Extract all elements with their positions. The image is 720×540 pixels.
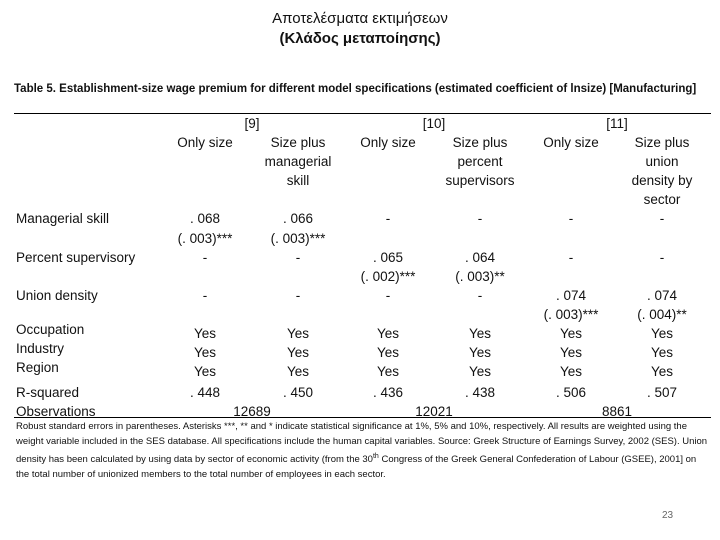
cell-r-squared: . 448 bbox=[189, 385, 221, 400]
row-label-percent-supervisory: Percent supervisory bbox=[16, 250, 136, 265]
cell-fixed-effects-col-3: Yes Yes Yes bbox=[376, 326, 400, 379]
cell-r-squared: . 438 bbox=[464, 385, 496, 400]
cell-percent-coef: - bbox=[659, 250, 665, 265]
cell-r-squared: . 507 bbox=[646, 385, 678, 400]
cell-percent-se: (. 003)** bbox=[455, 269, 505, 284]
group-header-9: [9] bbox=[244, 116, 260, 131]
col-header-percent-supervisors: Size plus percent supervisors bbox=[445, 135, 515, 188]
cell-percent-coef: - bbox=[202, 250, 208, 265]
cell-fixed-effects-col-1: Yes Yes Yes bbox=[193, 326, 217, 379]
col-header-only-size-11: Only size bbox=[543, 135, 599, 150]
cell-union-coef: - bbox=[385, 288, 391, 303]
group-header-10: [10] bbox=[422, 116, 446, 131]
cell-percent-coef: . 065 bbox=[372, 250, 404, 265]
cell-union-se: (. 003)*** bbox=[543, 307, 599, 322]
col-header-only-size-9: Only size bbox=[177, 135, 233, 150]
cell-managerial-coef: - bbox=[477, 211, 483, 226]
row-label-r-squared: R-squared bbox=[16, 385, 80, 400]
row-label-managerial-skill: Managerial skill bbox=[16, 211, 110, 226]
cell-percent-coef: . 064 bbox=[464, 250, 496, 265]
col-header-managerial-skill: Size plus managerial skill bbox=[264, 135, 332, 188]
slide-subtitle: (Κλάδος μεταποίησης) bbox=[279, 30, 441, 47]
cell-union-se: (. 004)** bbox=[637, 307, 687, 322]
cell-r-squared: . 506 bbox=[555, 385, 587, 400]
cell-managerial-coef: . 066 bbox=[282, 211, 314, 226]
cell-managerial-se: (. 003)*** bbox=[177, 231, 233, 246]
cell-managerial-coef: - bbox=[659, 211, 665, 226]
table-caption: Table 5. Establishment-size wage premium for different model specifications (estimated coefficient of lnsize) [Manufacturing] bbox=[14, 83, 697, 95]
table-notes: Robust standard errors in parentheses. Asterisks ***, ** and * indicate statistical significance at 1%, 5% and 10%, respectively. All results are weighted using the weight variable included in the SES database. All specifications include the human capital variables. Source: Greek Structure of Earnings Survey, 2002 (SES). Union density has been calculated by using data by sector of economic activity (from the 30th Congress of the Greek General Confederation of Labour (GSEE), 2001] on the total number of unionized members to the total number of employees in each sector. bbox=[16, 421, 708, 481]
cell-fixed-effects-col-5: Yes Yes Yes bbox=[559, 326, 583, 379]
cell-union-coef: - bbox=[295, 288, 301, 303]
cell-observations: 12021 bbox=[415, 404, 453, 419]
cell-percent-coef: - bbox=[295, 250, 301, 265]
col-header-union-density: Size plus union density by sector bbox=[631, 135, 693, 207]
cell-managerial-se: (. 003)*** bbox=[270, 231, 326, 246]
col-header-only-size-10: Only size bbox=[360, 135, 416, 150]
cell-managerial-coef: - bbox=[568, 211, 574, 226]
cell-percent-coef: - bbox=[568, 250, 574, 265]
cell-union-coef: . 074 bbox=[555, 288, 587, 303]
row-label-occupation: Occupation bbox=[16, 322, 85, 337]
cell-managerial-coef: - bbox=[385, 211, 391, 226]
cell-percent-se: (. 002)*** bbox=[360, 269, 416, 284]
row-label-region: Region bbox=[16, 360, 59, 375]
cell-observations: 12689 bbox=[233, 404, 271, 419]
cell-r-squared: . 450 bbox=[282, 385, 314, 400]
cell-fixed-effects-col-4: Yes Yes Yes bbox=[468, 326, 492, 379]
cell-r-squared: . 436 bbox=[372, 385, 404, 400]
cell-fixed-effects-col-6: Yes Yes Yes bbox=[650, 326, 674, 379]
cell-union-coef: - bbox=[477, 288, 483, 303]
cell-observations: 8861 bbox=[601, 404, 633, 419]
row-label-industry: Industry bbox=[16, 341, 65, 356]
row-label-observations: Observations bbox=[16, 404, 96, 419]
page-number: 23 bbox=[662, 510, 674, 521]
slide-title: Αποτελέσματα εκτιμήσεων bbox=[272, 10, 448, 27]
cell-fixed-effects-col-2: Yes Yes Yes bbox=[286, 326, 310, 379]
row-label-union-density: Union density bbox=[16, 288, 98, 303]
group-header-11: [11] bbox=[606, 116, 628, 131]
cell-union-coef: - bbox=[202, 288, 208, 303]
cell-union-coef: . 074 bbox=[646, 288, 678, 303]
cell-managerial-coef: . 068 bbox=[189, 211, 221, 226]
